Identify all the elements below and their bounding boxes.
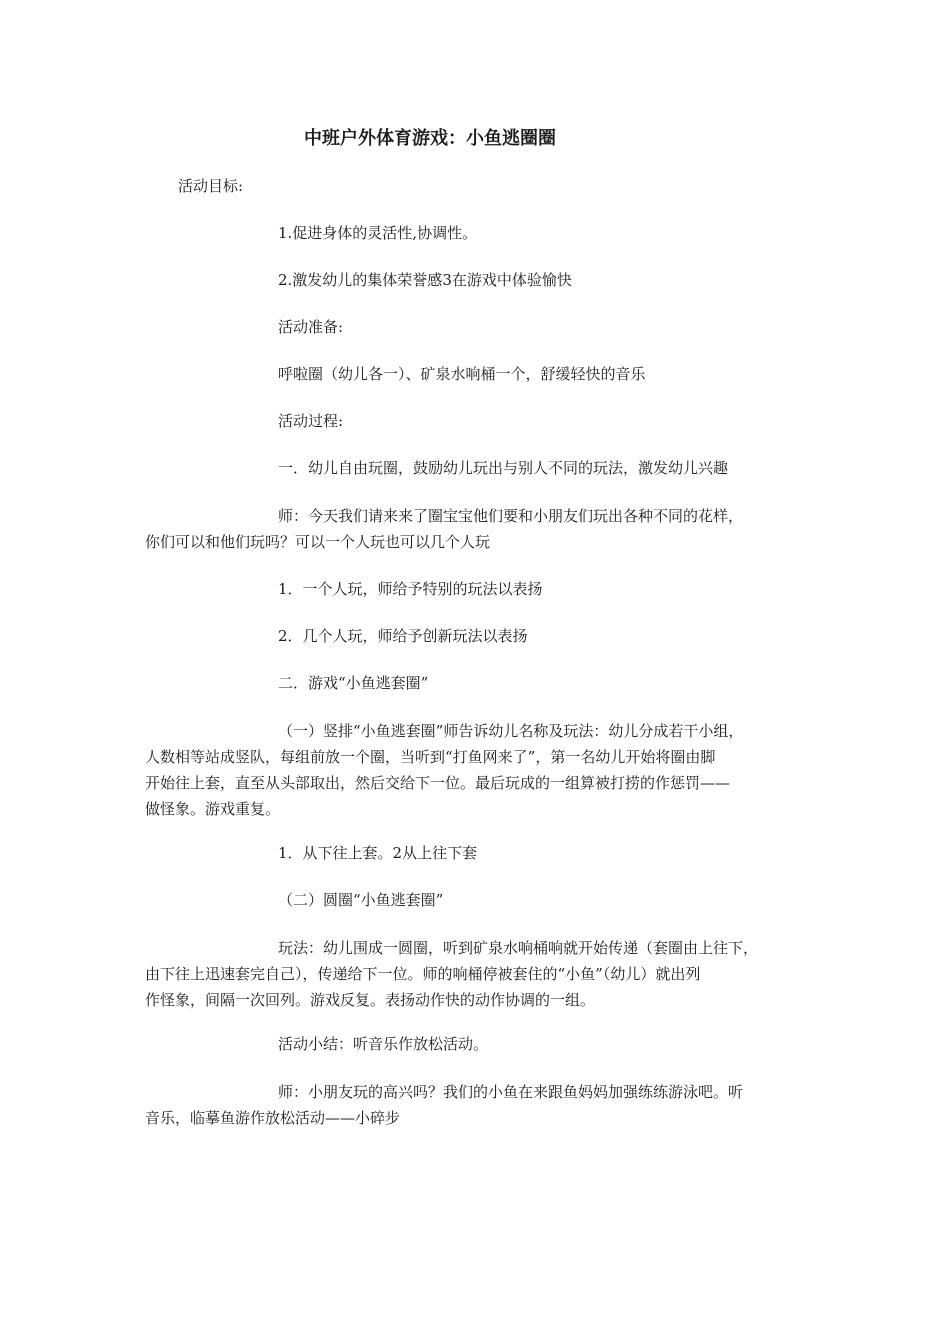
paragraph-line: 作怪象，间隔一次回列。游戏反复。表扬动作快的动作协调的一组。 — [145, 991, 596, 1009]
paragraph-line: 师：今天我们请来来了圈宝宝他们要和小朋友们玩出各种不同的花样， — [278, 507, 744, 525]
process-step-2: 二．游戏“小鱼逃套圈” — [278, 674, 429, 692]
goal-item-1: 1.促进身体的灵活性,协调性。 — [278, 224, 478, 242]
play-item-2: 2．几个人玩，师给予创新玩法以表扬 — [278, 627, 528, 645]
section-heading-goals: 活动目标: — [178, 177, 244, 195]
document-title: 中班户外体育游戏：小鱼逃圈圈 — [304, 128, 556, 149]
paragraph-line: 由下往上迅速套完自己），传递给下一位。师的响桶停被套住的“小鱼”（幼儿）就出列 — [145, 965, 701, 983]
paragraph-line: 你们可以和他们玩吗？可以一个人玩也可以几个人玩 — [145, 533, 491, 551]
play-item-1: 1．一个人玩，师给予特别的玩法以表扬 — [278, 580, 543, 598]
paragraph-line: 玩法：幼儿围成一圆圈，听到矿泉水响桶响就开始传递（套圈由上往下， — [278, 939, 759, 957]
preparation-text: 呼啦圈（幼儿各一）、矿泉水响桶一个，舒缓轻快的音乐 — [278, 365, 646, 383]
paragraph-line: 开始往上套，直至从头部取出，然后交给下一位。最后玩成的一组算被打捞的作惩罚—— — [145, 774, 731, 792]
summary-paragraph — [145, 1079, 805, 1131]
paragraph-line: 师：小朋友玩的高兴吗？我们的小鱼在来跟鱼妈妈加强练练游泳吧。听 — [278, 1083, 744, 1101]
paragraph-line: 音乐，临摹鱼游作放松活动——小碎步 — [145, 1109, 401, 1127]
vertical-game-paragraph — [145, 718, 805, 822]
paragraph-line: （一）竖排“小鱼逃套圈”师告诉幼儿名称及玩法：幼儿分成若干小组， — [278, 722, 744, 740]
process-step-1: 一．幼儿自由玩圈，鼓励幼儿玩出与别人不同的玩法，激发幼儿兴趣 — [278, 459, 729, 477]
summary-heading: 活动小结：听音乐作放松活动。 — [278, 1035, 489, 1053]
section-heading-preparation: 活动准备: — [278, 318, 344, 336]
paragraph-line: 做怪象。游戏重复。 — [145, 800, 281, 818]
section-heading-process: 活动过程: — [278, 412, 344, 430]
teacher-intro-paragraph — [145, 503, 805, 555]
goal-item-2: 2.激发幼儿的集体荣誉感3在游戏中体验愉快 — [278, 271, 572, 289]
circle-game-paragraph — [145, 935, 805, 1013]
vertical-game-variants: 1．从下往上套。2从上往下套 — [278, 844, 478, 862]
circle-game-heading: （二）圆圈“小鱼逃套圈” — [278, 891, 444, 909]
paragraph-line: 人数相等站成竖队，每组前放一个圈，当听到“打鱼网来了”，第一名幼儿开始将圈由脚 — [145, 748, 716, 766]
